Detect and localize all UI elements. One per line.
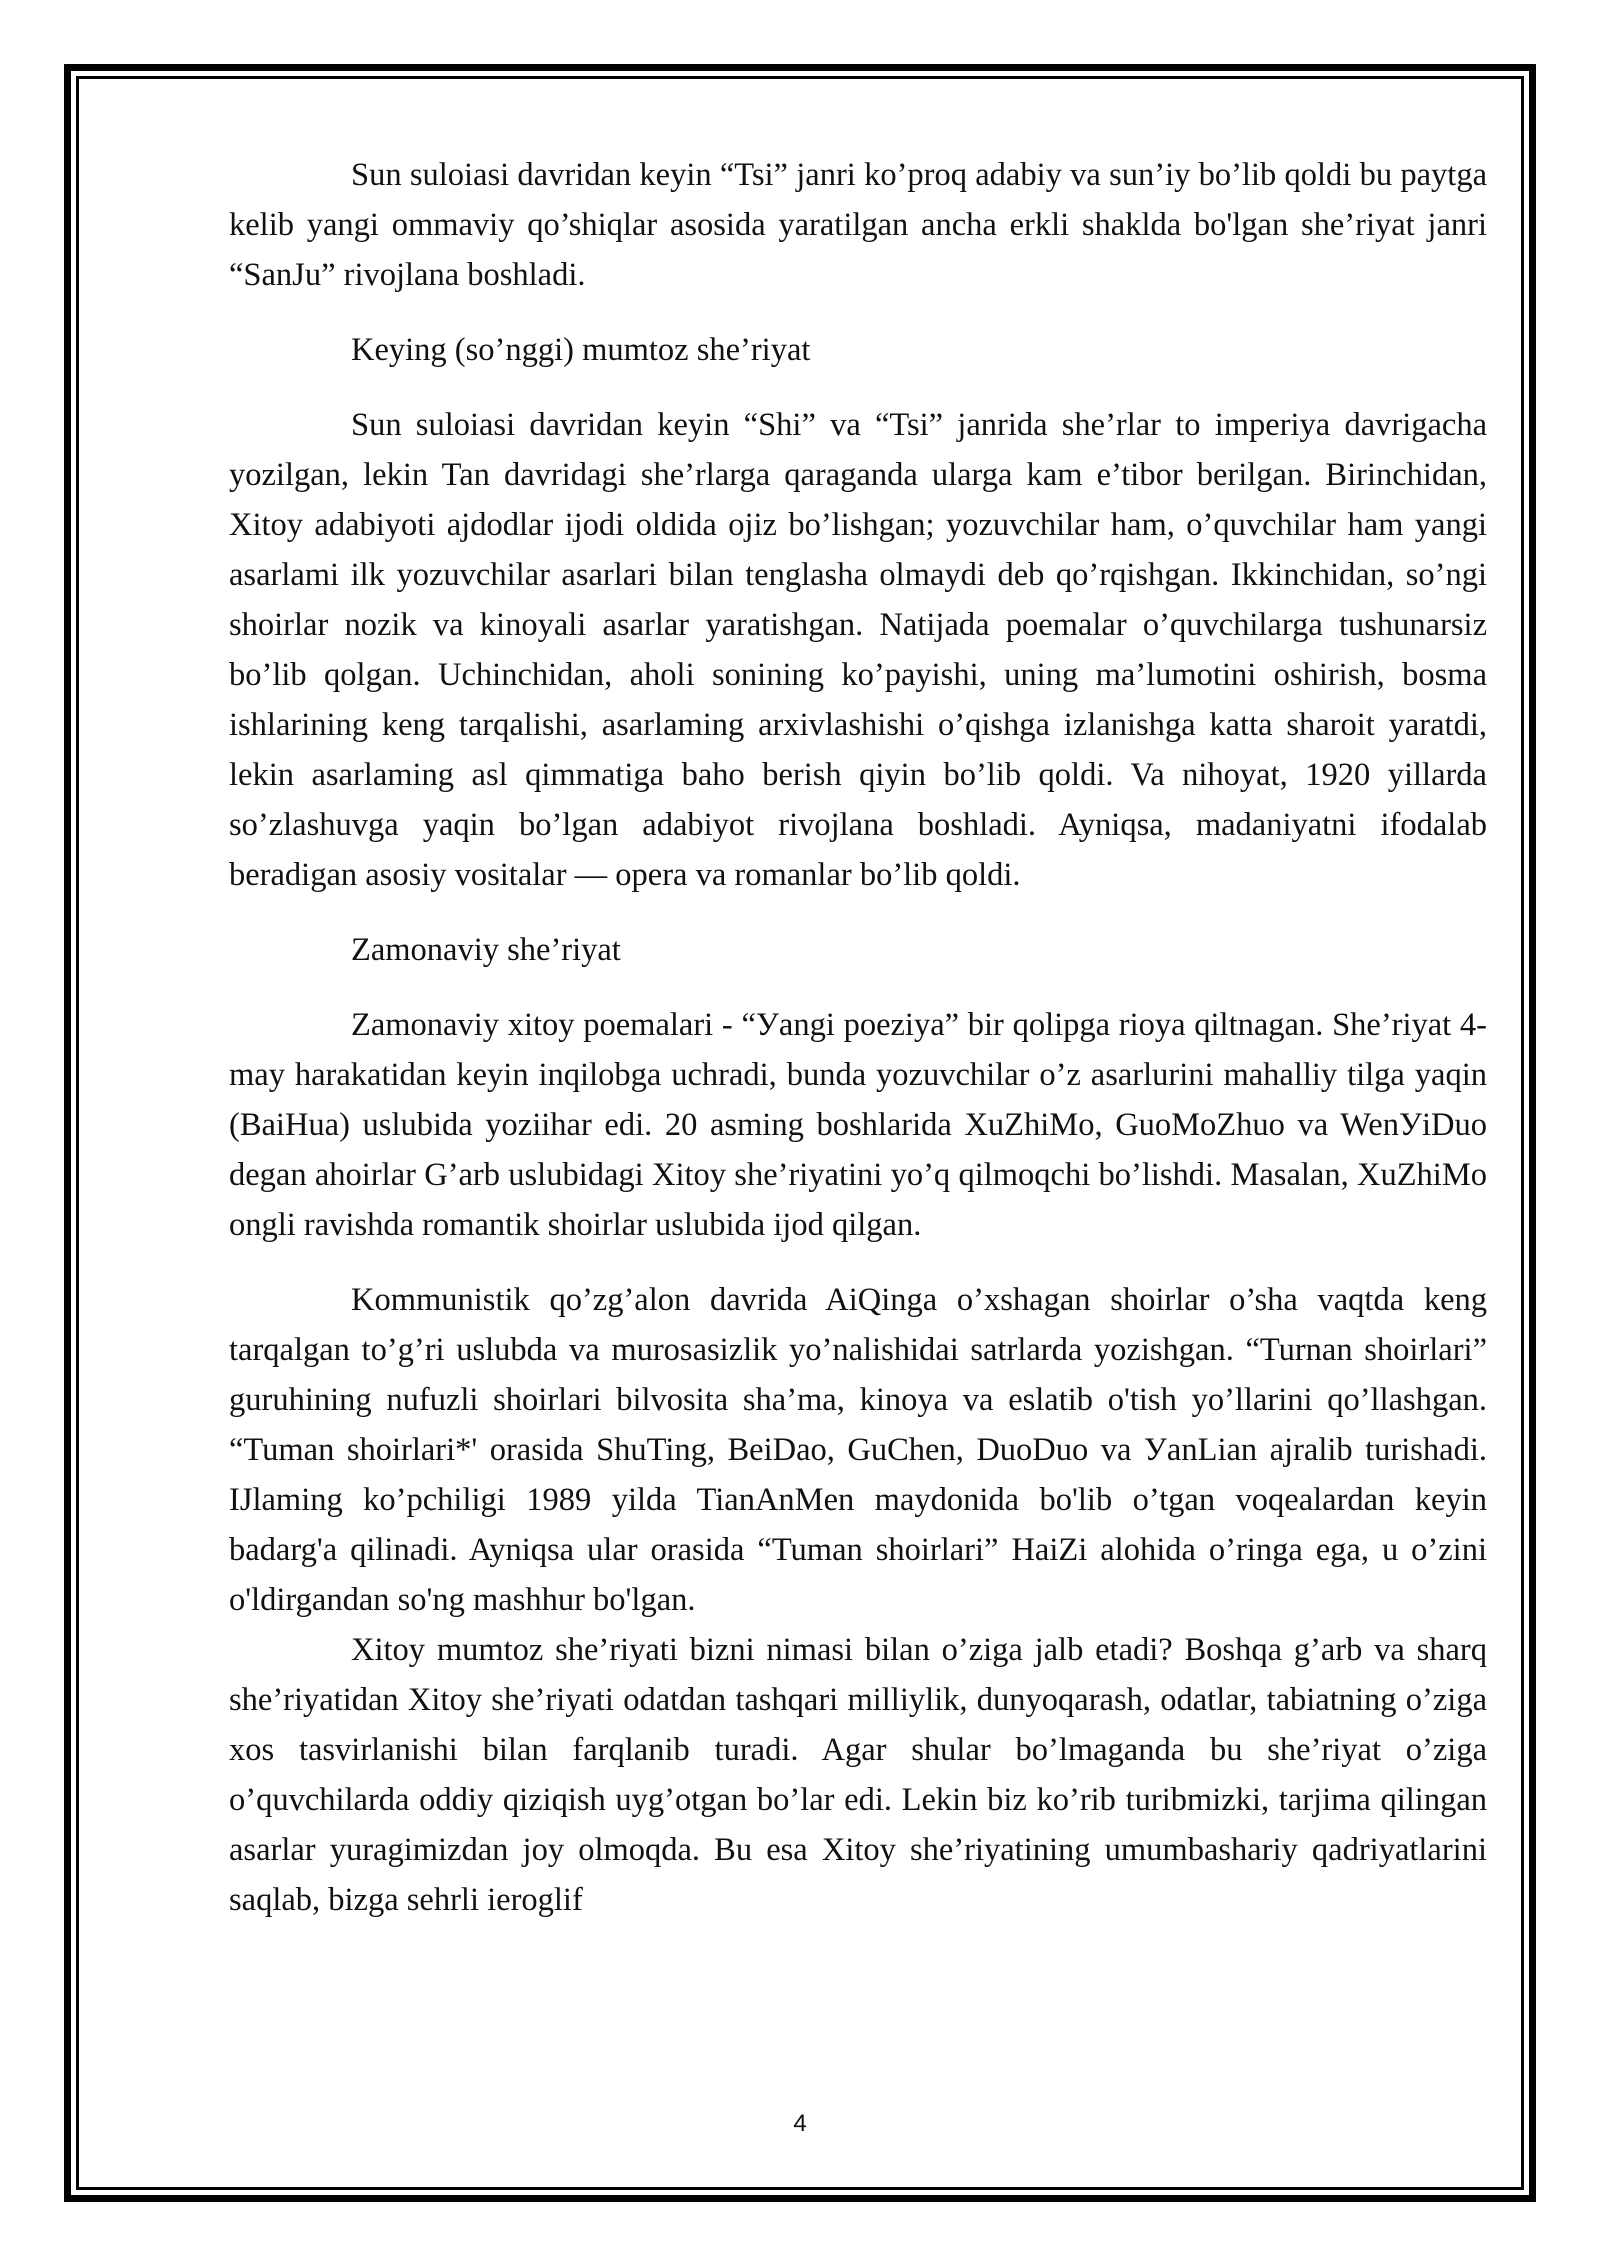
paragraph-late-classical: Sun suloiasi davridan keyin “Shi” va “Tsi” janrida she’rlar to imperiya davrigacha yozilgan, lekin Tan davridagi she’rlarga qaraganda ularga kam e’tibor berilgan. Birinchidan, Xitoy adabiyoti ajdodlar ijodi oldida ojiz bo’lishgan; yozuvchilar ham, o’quvchilar ham yangi asarlami ilk yozuvchilar asarlari bilan tenglasha olmaydi deb qo’rqishgan. Ikkinchidan, so’ngi shoirlar nozik va kinoyali asarlar yaratishgan. Natijada poemalar o’quvchilarga tushunarsiz bo’lib qolgan. Uchinchidan, aholi sonining ko’payishi, uning ma’lumotini oshirish, bosma ishlarining keng tarqalishi, asarlaming arxivlashishi o’qishga izlanishga katta sharoit yaratdi, lekin asarlaming asl qimmatiga baho berish qiyin bo’lib qoldi. Va nihoyat, 1920 yillarda so’zlashuvga yaqin bo’lgan adabiyot rivojlana boshladi. Ayniqsa, madaniyatni ifodalab beradigan asosiy vositalar — opera va romanlar bo’lib qoldi.: [229, 407, 1487, 893]
document-body: [229, 150, 1487, 1925]
paragraph-classical-appeal: Xitoy mumtoz she’riyati bizni nimasi bilan o’ziga jalb etadi? Boshqa g’arb va sharq she’riyatidan Xitoy she’riyati odatdan tashqari milliylik, dunyoqarash, odatlar, tabiatning o’ziga xos tasvirlanishi bilan farqlanib turadi. Agar shular bo’lmaganda bu she’riyat o’ziga o’quvchilarda oddiy qiziqish uyg’otgan bo’lar edi. Lekin biz ko’rib turibmizki, tarjima qilingan asarlar yuragimizdan joy olmoqda. Bu esa Xitoy she’riyatining umumbashariy qadriyatlarini saqlab, bizga sehrli ieroglif: [229, 1632, 1487, 1918]
section-heading-late-classical: Keying (so’nggi) mumtoz she’riyat: [351, 332, 811, 368]
paragraph-tsi-genre: Sun suloiasi davridan keyin “Tsi” janri ko’proq adabiy va sun’iy bo’lib qoldi bu paytga kelib yangi ommaviy qo’shiqlar asosida yaratilgan ancha erkli shaklda bo'lgan she’riyat janri “SanJu” rivojlana boshladi.: [229, 157, 1487, 293]
section-heading-modern: Zamonaviy she’riyat: [351, 932, 621, 968]
paragraph-modern-poetry: Zamonaviy xitoy poemalari - “Уangi poeziya” bir qolipga rioya qiltnagan. She’riyat 4-may harakatidan keyin inqilobga uchradi, bunda yozuvchilar o’z asarlurini mahalliy tilga yaqin (BaiHua) uslubida yoziihar edi. 20 asming boshlarida XuZhiMo, GuoMoZhuo va WenУiDuo degan ahoirlar G’arb uslubidagi Xitoy she’riyatini yo’q qilmoqchi bo’lishdi. Masalan, XuZhiMo ongli ravishda romantik shoirlar uslubida ijod qilgan.: [229, 1007, 1487, 1243]
paragraph-misty-poets: Kommunistik qo’zg’alon davrida AiQinga o’xshagan shoirlar o’sha vaqtda keng tarqalgan to’g’ri uslubda va murosasizlik yo’nalishidai satrlarda yozishgan. “Turnan shoirlari” guruhining nufuzli shoirlari bilvosita sha’ma, kinoya va eslatib o'tish yo’llarini qo’llashgan. “Tuman shoirlari*' orasida ShuTing, BeiDao, GuChen, DuoDuo va УanLian ajralib turishadi. IJlaming ko’pchiligi 1989 yilda TianAnMen maydonida bo'lib o’tgan voqealardan keyin badarg'a qilinadi. Ayniqsa ular orasida “Tuman shoirlari” HaiZi alohida o’ringa ega, u o’zini o'ldirgandan so'ng mashhur bo'lgan.: [229, 1282, 1487, 1618]
page-number: 4: [793, 2110, 807, 2137]
